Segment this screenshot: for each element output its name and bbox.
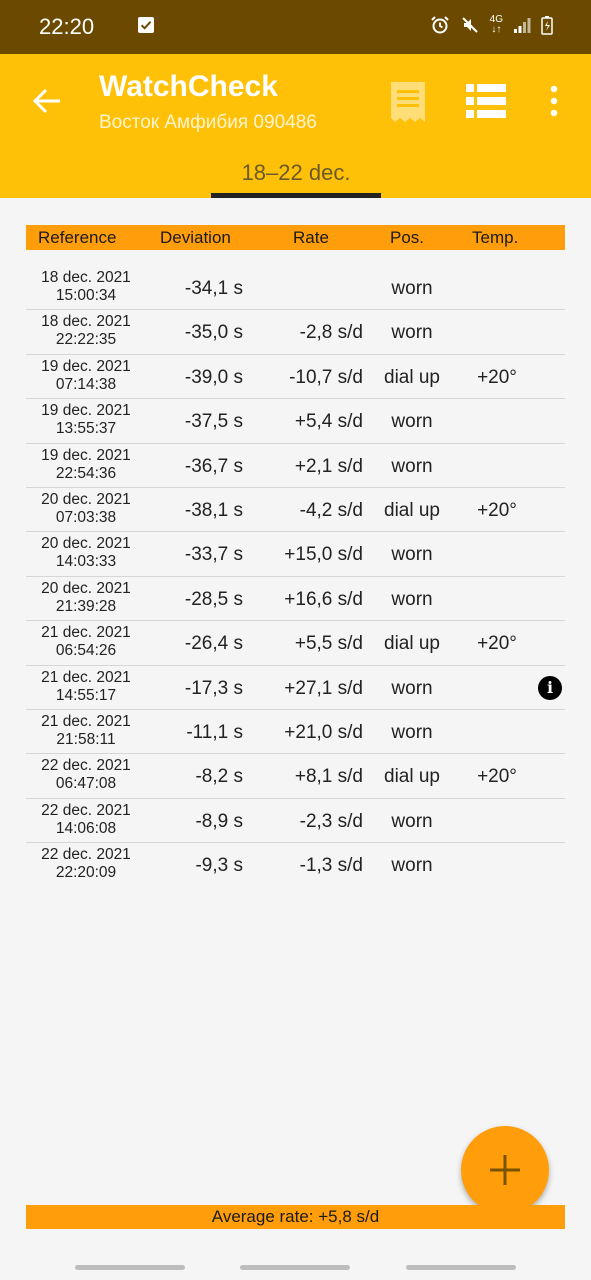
reference-time: 06:54:26	[55, 642, 117, 660]
table-row[interactable]	[26, 621, 565, 665]
rate-cell: -10,7 s/d	[289, 366, 363, 388]
network-type: 4G ↓↑	[489, 14, 503, 35]
reference-time: 22:20:09	[55, 864, 117, 882]
table-row[interactable]	[26, 754, 565, 798]
rate-cell: +5,4 s/d	[294, 411, 363, 433]
alarm-icon	[430, 15, 450, 35]
reference-cell	[26, 624, 146, 660]
position-cell: worn	[391, 721, 433, 743]
watch-name: Восток Амфибия 090486	[99, 112, 317, 133]
reference-date: 18 dec. 2021	[41, 313, 131, 331]
rate-cell: -2,8 s/d	[299, 322, 363, 344]
checkbox-notification-icon	[138, 17, 154, 33]
reference-date: 19 dec. 2021	[41, 402, 131, 420]
tab-date-range[interactable]: 18–22 dec.	[241, 160, 351, 185]
position-cell: dial up	[384, 366, 440, 388]
reference-date: 22 dec. 2021	[41, 846, 131, 864]
reference-cell	[26, 846, 146, 882]
table-row[interactable]	[26, 310, 565, 354]
position-cell: worn	[391, 411, 433, 433]
reference-date: 20 dec. 2021	[41, 579, 131, 597]
rate-cell: -2,3 s/d	[299, 810, 363, 832]
table-row[interactable]	[26, 799, 565, 843]
reference-date: 20 dec. 2021	[41, 535, 131, 553]
rate-cell: +15,0 s/d	[284, 544, 363, 566]
header-rate: Rate	[293, 228, 329, 247]
deviation-cell: -26,4 s	[184, 633, 243, 655]
signal-icon	[513, 16, 531, 34]
reference-date: 22 dec. 2021	[41, 757, 131, 775]
reference-cell	[26, 802, 146, 838]
reference-date: 22 dec. 2021	[41, 801, 131, 819]
status-bar	[0, 0, 591, 54]
reference-cell	[26, 358, 146, 394]
temperature-cell: +20°	[477, 366, 517, 388]
reference-cell	[26, 757, 146, 793]
measurement-list	[26, 266, 565, 886]
position-cell: worn	[391, 677, 433, 699]
average-rate-bar: Average rate: +5,8 s/d	[26, 1205, 565, 1229]
deviation-cell: -9,3 s	[195, 855, 243, 877]
reference-date: 21 dec. 2021	[41, 624, 131, 642]
receipt-icon[interactable]	[388, 80, 428, 124]
position-cell: worn	[391, 588, 433, 610]
table-row[interactable]	[26, 843, 565, 886]
header-deviation: Deviation	[160, 228, 231, 247]
temperature-cell: +20°	[477, 633, 517, 655]
status-icons	[430, 15, 553, 35]
position-cell: dial up	[384, 633, 440, 655]
deviation-cell: -38,1 s	[184, 499, 243, 521]
nav-home[interactable]	[240, 1265, 350, 1270]
reference-cell	[26, 313, 146, 349]
reference-date: 18 dec. 2021	[41, 269, 131, 286]
reference-date: 19 dec. 2021	[41, 446, 131, 464]
position-cell: worn	[391, 455, 433, 477]
tab-bar	[0, 146, 591, 198]
deviation-cell: -35,0 s	[184, 322, 243, 344]
rate-cell: +27,1 s/d	[284, 677, 363, 699]
table-row[interactable]	[26, 666, 565, 710]
table-row[interactable]	[26, 355, 565, 399]
reference-cell	[26, 269, 146, 305]
header-temperature: Temp.	[472, 228, 519, 247]
position-cell: worn	[391, 544, 433, 566]
table-row[interactable]	[26, 577, 565, 621]
rate-cell: +5,5 s/d	[294, 633, 363, 655]
reference-time: 15:00:34	[55, 287, 117, 304]
deviation-cell: -39,0 s	[184, 366, 243, 388]
deviation-cell: -28,5 s	[184, 588, 243, 610]
table-row[interactable]	[26, 710, 565, 754]
deviation-cell: -37,5 s	[184, 411, 243, 433]
reference-cell	[26, 491, 146, 527]
table-row[interactable]	[26, 488, 565, 532]
rate-cell: +2,1 s/d	[294, 455, 363, 477]
position-cell: worn	[391, 278, 433, 299]
back-arrow-icon[interactable]	[30, 84, 64, 118]
reference-date: 21 dec. 2021	[41, 712, 131, 730]
battery-charging-icon	[541, 15, 553, 35]
position-cell: dial up	[384, 499, 440, 521]
reference-time: 06:47:08	[55, 775, 117, 793]
tab-indicator	[211, 193, 381, 198]
reference-time: 07:14:38	[55, 375, 117, 393]
reference-date: 19 dec. 2021	[41, 357, 131, 375]
reference-cell	[26, 669, 146, 705]
header-reference: Reference	[38, 228, 117, 247]
reference-cell	[26, 402, 146, 438]
deviation-cell: -17,3 s	[184, 677, 243, 699]
more-vert-icon[interactable]	[544, 84, 564, 118]
deviation-cell: -8,2 s	[195, 766, 243, 788]
reference-time: 07:03:38	[55, 508, 117, 526]
reference-time: 21:58:11	[56, 730, 116, 748]
deviation-cell: -8,9 s	[195, 810, 243, 832]
deviation-cell: -36,7 s	[184, 455, 243, 477]
info-icon[interactable]: i	[538, 676, 562, 700]
reference-date: 21 dec. 2021	[41, 668, 131, 686]
position-cell: worn	[391, 855, 433, 877]
list-view-icon[interactable]	[466, 84, 506, 118]
deviation-cell: -33,7 s	[184, 544, 243, 566]
reference-cell	[26, 713, 146, 749]
reference-date: 20 dec. 2021	[41, 490, 131, 508]
reference-time: 22:22:35	[55, 331, 117, 349]
reference-time: 13:55:37	[55, 420, 117, 438]
position-cell: dial up	[384, 766, 440, 788]
table-row[interactable]	[26, 444, 565, 488]
reference-time: 21:39:28	[55, 597, 117, 615]
table-header	[26, 225, 565, 250]
rate-cell: +16,6 s/d	[284, 588, 363, 610]
table-row[interactable]	[26, 399, 565, 443]
plus-icon	[488, 1153, 522, 1187]
reference-time: 14:03:33	[55, 553, 117, 571]
rate-cell: -1,3 s/d	[299, 855, 363, 877]
deviation-cell: -34,1 s	[184, 278, 243, 299]
reference-cell	[26, 580, 146, 616]
temperature-cell: +20°	[477, 499, 517, 521]
reference-cell	[26, 535, 146, 571]
mute-icon	[460, 15, 480, 35]
rate-cell: +8,1 s/d	[294, 766, 363, 788]
nav-back[interactable]	[406, 1265, 516, 1270]
reference-cell	[26, 447, 146, 483]
app-bar	[0, 54, 591, 146]
nav-recents[interactable]	[75, 1265, 185, 1270]
rate-cell: -4,2 s/d	[299, 499, 363, 521]
deviation-cell: -11,1 s	[186, 721, 243, 743]
position-cell: worn	[391, 322, 433, 344]
header-position: Pos.	[390, 228, 425, 247]
position-cell: worn	[391, 810, 433, 832]
table-row[interactable]	[26, 266, 565, 310]
reference-time: 14:55:17	[55, 686, 117, 704]
rate-cell: +21,0 s/d	[284, 721, 363, 743]
add-measurement-button[interactable]	[461, 1126, 549, 1214]
table-row[interactable]	[26, 532, 565, 576]
reference-time: 22:54:36	[55, 464, 117, 482]
app-title: WatchCheck	[99, 70, 278, 103]
status-time: 22:20	[39, 14, 95, 39]
reference-time: 14:06:08	[55, 819, 117, 837]
temperature-cell: +20°	[477, 766, 517, 788]
